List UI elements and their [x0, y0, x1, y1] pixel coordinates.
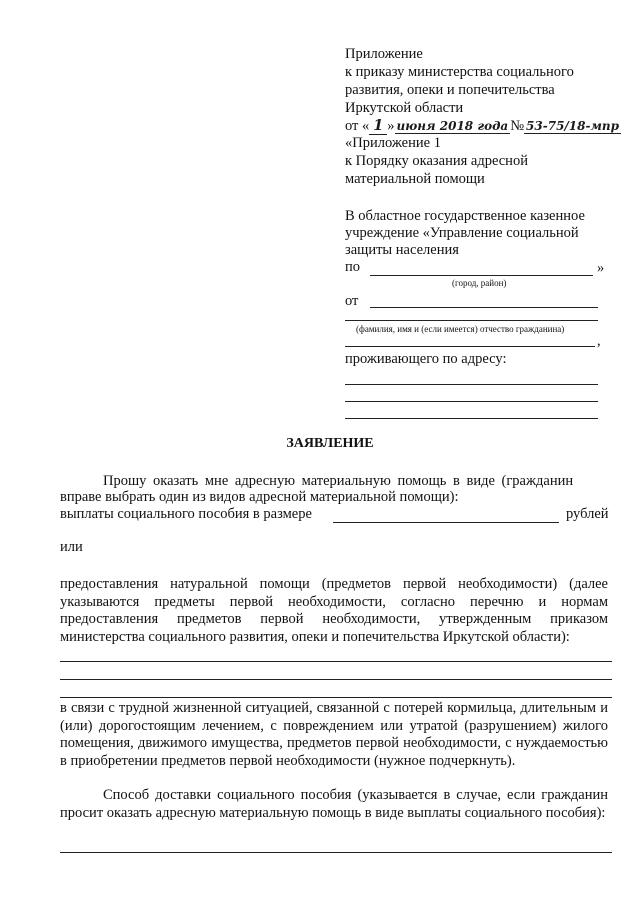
appendix-line-7: к Порядку оказания адресной	[345, 153, 528, 169]
address-line-2[interactable]	[345, 401, 598, 402]
appendix-line-8: материальной помощи	[345, 171, 485, 187]
city-hint: (город, район)	[452, 278, 507, 288]
comma: ,	[597, 333, 601, 349]
date-mid: »	[387, 118, 395, 134]
appendix-line-3: развития, опеки и попечительства	[345, 82, 555, 98]
items-line-3[interactable]	[60, 697, 612, 698]
date-prefix: от «	[345, 118, 370, 134]
date-month-year-handwritten: июня 2018 года	[396, 119, 509, 133]
applicant-name-line-2[interactable]	[345, 320, 598, 321]
paragraph-delivery-method: Способ доставки социального пособия (указывается в случае, если гражданин просит оказать адресную материальную помощь в виде выплаты социального пособия):	[60, 787, 608, 821]
paragraph-natural-aid: предоставления натуральной помощи (предметов первой необходимости) (далее указываются предметы первой необходимости, согласно перечню и нормам предоставления предметов первой необходимости, утвержденным приказом министерства социального развития, опеки и попечительства Иркутской области):	[60, 576, 608, 645]
applicant-name-line-3[interactable]	[345, 346, 595, 347]
p1-line1-wrap	[103, 473, 606, 490]
addressee-line-2	[345, 225, 601, 242]
or-label: или	[60, 539, 83, 555]
appendix-line-1: Приложение	[345, 46, 423, 62]
po-label: по	[345, 259, 361, 275]
addressee-line-1: В областное государственное казенное	[345, 208, 585, 224]
appendix-line-2: к приказу министерства социального	[345, 64, 574, 80]
benefit-amount-field[interactable]	[333, 522, 559, 523]
number-prefix: №	[510, 118, 525, 134]
appendix-date-line	[345, 117, 621, 135]
date-day-handwritten: 1	[369, 117, 387, 135]
p1-line-2: вправе выбрать один из видов адресной материальной помощи):	[60, 489, 459, 505]
document-title: ЗАЯВЛЕНИЕ	[286, 436, 374, 451]
fio-hint: (фамилия, имя и (если имеется) отчество гражданина)	[356, 324, 565, 334]
rubles-label: рублей	[566, 506, 609, 522]
appendix-line-6: «Приложение 1	[345, 135, 441, 151]
benefit-label: выплаты социального пособия в размере	[60, 506, 312, 522]
appendix-line-4: Иркутской области	[345, 100, 464, 116]
p1-line-1: Прошу оказать мне адресную материальную помощь в виде (гражданин	[103, 473, 574, 489]
applicant-name-line-1[interactable]	[370, 307, 598, 308]
address-line-3[interactable]	[345, 418, 598, 419]
addressee-line-2-text: учреждение «Управление социальной	[345, 225, 579, 241]
residing-label: проживающего по адресу:	[345, 351, 507, 367]
order-number-handwritten: 53-75/18-мпр	[526, 119, 620, 133]
ot-label: от	[345, 293, 359, 309]
items-line-1[interactable]	[60, 661, 612, 662]
items-line-2[interactable]	[60, 679, 612, 680]
address-line-1[interactable]	[345, 384, 598, 385]
close-quote: »	[597, 260, 605, 276]
delivery-method-line[interactable]	[60, 852, 612, 853]
addressee-line-3: защиты населения	[345, 242, 459, 258]
city-field-line[interactable]	[370, 275, 593, 276]
paragraph-circumstances: в связи с трудной жизненной ситуацией, связанной с потерей кормильца, длительным и (или) дорогостоящим лечением, с повреждением или утратой (разрушением) жилого помещения, движимого имущества, предметов первой необходимости, с нуждаемостью в приобретении предметов первой необходимости (нужное подчеркнуть).	[60, 700, 608, 769]
